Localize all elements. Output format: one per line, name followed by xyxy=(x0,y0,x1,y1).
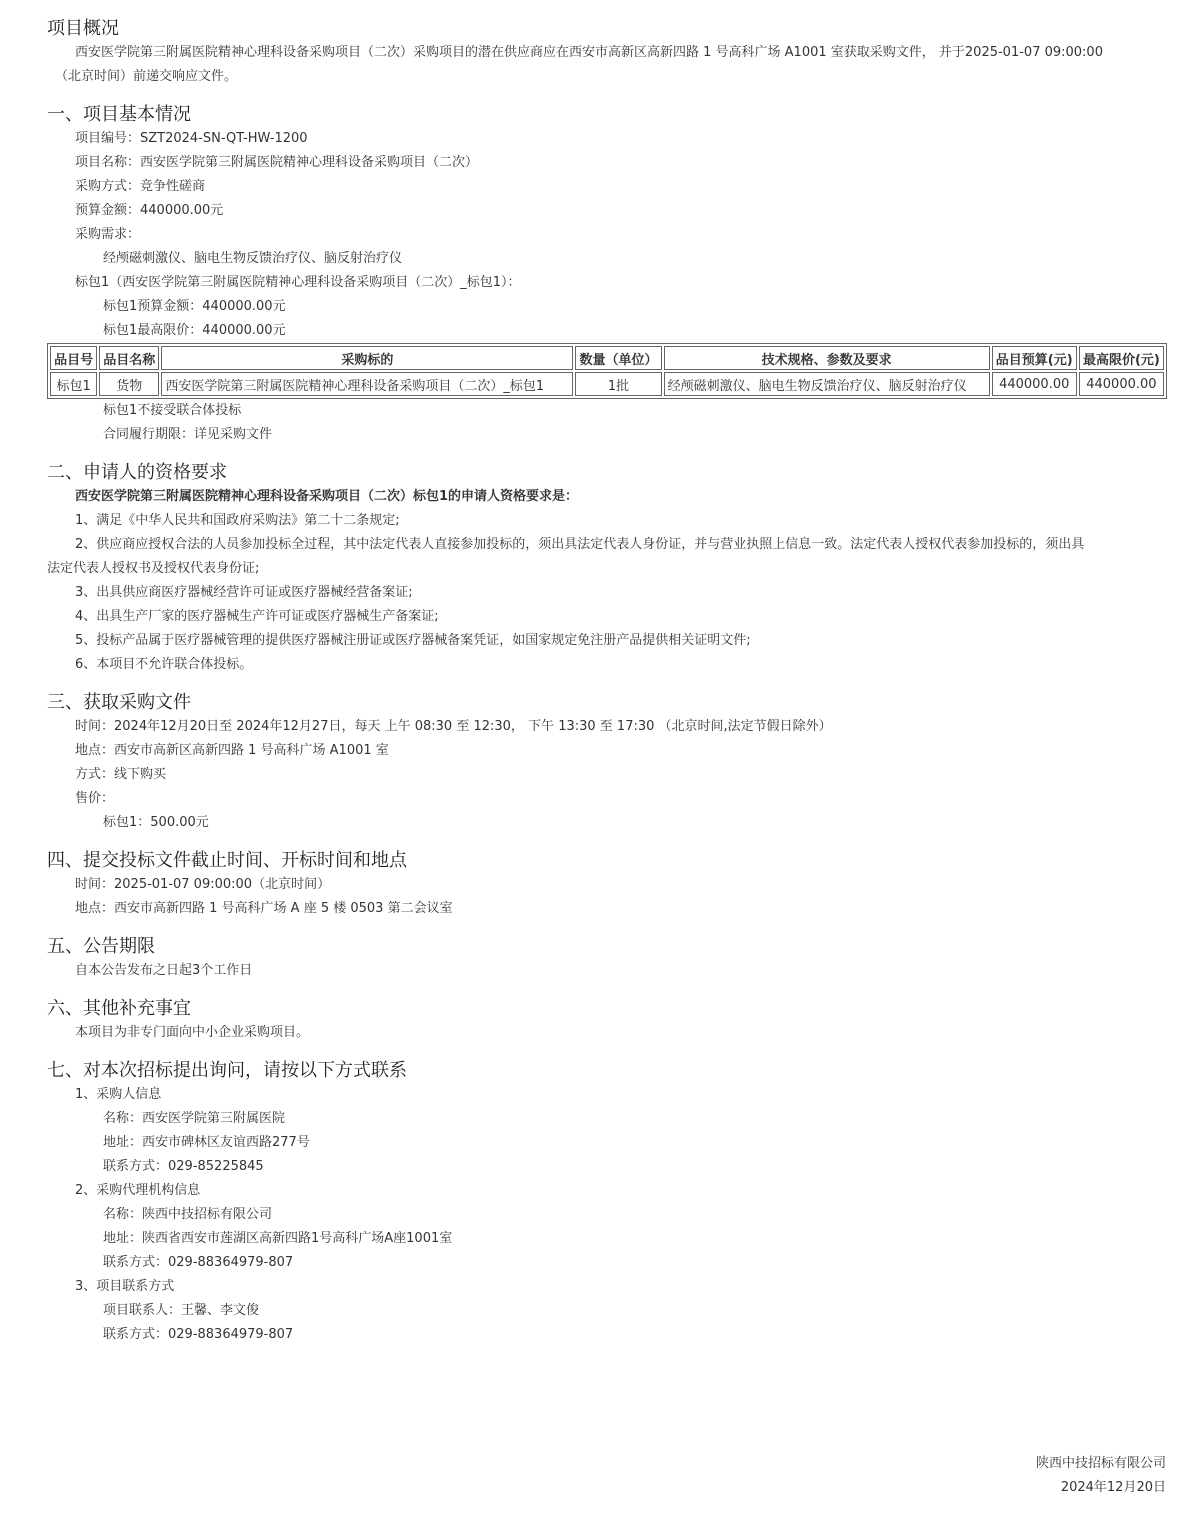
deadline-time: 时间：2025-01-07 09:00:00（北京时间） xyxy=(75,877,331,892)
procurement-method: 采购方式：竞争性磋商 xyxy=(75,179,206,194)
obtain-place: 地点：西安市高新区高新四路 1 号高科广场 A1001 室 xyxy=(75,743,389,758)
table-row xyxy=(50,372,1164,396)
section7-title: 七、对本次招标提出询问，请按以下方式联系 xyxy=(47,1060,407,1081)
cell-max-price: 440000.00 xyxy=(1079,372,1164,396)
qualification-lead: 西安医学院第三附属医院精神心理科设备采购项目（二次）标包1的申请人资格要求是： xyxy=(75,489,579,504)
agent-contact: 联系方式：029-88364979-807 xyxy=(103,1255,294,1270)
header-quantity: 数量（单位） xyxy=(575,346,661,370)
agent-name: 名称：陕西中技招标有限公司 xyxy=(103,1207,273,1222)
buyer-address: 地址：西安市碑林区友谊西路277号 xyxy=(103,1135,310,1150)
obtain-way: 方式：线下购买 xyxy=(75,767,167,782)
overview-title: 项目概况 xyxy=(47,18,119,39)
section3-title: 三、获取采购文件 xyxy=(47,692,191,713)
qualification-item-4: 4、出具生产厂家的医疗器械生产许可证或医疗器械生产备案证; xyxy=(75,609,439,624)
section4-title: 四、提交投标文件截止时间、开标时间和地点 xyxy=(47,850,407,871)
cell-quantity: 1批 xyxy=(575,372,661,396)
section1-title: 一、项目基本情况 xyxy=(47,104,191,125)
project-contact-person: 项目联系人：王馨、李文俊 xyxy=(103,1303,260,1318)
budget-amount: 预算金额：440000.00元 xyxy=(75,203,224,218)
section2-title: 二、申请人的资格要求 xyxy=(47,462,227,483)
buyer-contact: 联系方式：029-85225845 xyxy=(103,1159,264,1174)
cell-spec: 经颅磁刺激仪、脑电生物反馈治疗仪、脑反射治疗仪 xyxy=(664,372,990,396)
cell-item-name: 货物 xyxy=(99,372,159,396)
no-consortium-note: 标包1不接受联合体投标 xyxy=(103,403,242,418)
announcement xyxy=(47,0,1167,1347)
cell-item-budget: 440000.00 xyxy=(992,372,1077,396)
price-label: 售价： xyxy=(75,791,115,806)
lot-max-price: 标包1最高限价：440000.00元 xyxy=(103,323,286,338)
signature-date: 2024年12月20日 xyxy=(1060,1480,1166,1495)
qualification-item-2-cont: 法定代表人授权书及授权代表身份证; xyxy=(47,561,260,576)
header-max-price: 最高限价(元) xyxy=(1079,346,1164,370)
header-item-budget: 品目预算(元) xyxy=(992,346,1077,370)
cell-item-no: 标包1 xyxy=(50,372,97,396)
section6-title: 六、其他补充事宜 xyxy=(47,998,191,1019)
qualification-item-5: 5、投标产品属于医疗器械管理的提供医疗器械注册证或医疗器械备案凭证，如国家规定免注册产品提供相关证明文件; xyxy=(75,633,751,648)
header-spec: 技术规格、参数及要求 xyxy=(664,346,990,370)
cell-subject: 西安医学院第三附属医院精神心理科设备采购项目（二次）_标包1 xyxy=(161,372,573,396)
contract-period: 合同履行期限：详见采购文件 xyxy=(103,427,273,442)
items-table-header-row xyxy=(50,346,1164,370)
buyer-label: 1、采购人信息 xyxy=(75,1087,162,1102)
section5-title: 五、公告期限 xyxy=(47,936,155,957)
other-notes: 本项目为非专门面向中小企业采购项目。 xyxy=(75,1025,310,1040)
overview-text-line2: （北京时间）前递交响应文件。 xyxy=(55,69,238,84)
items-table xyxy=(47,343,1167,399)
notice-period: 自本公告发布之日起3个工作日 xyxy=(75,963,253,978)
buyer-name: 名称：西安医学院第三附属医院 xyxy=(103,1111,286,1126)
header-item-no: 品目号 xyxy=(50,346,97,370)
demand-label: 采购需求： xyxy=(75,227,141,242)
project-contact-phone: 联系方式：029-88364979-807 xyxy=(103,1327,294,1342)
obtain-time: 时间：2024年12月20日至 2024年12月27日，每天 上午 08:30 至 12:30， 下午 13:30 至 17:30 （北京时间,法定节假日除外） xyxy=(75,719,832,734)
project-contact-label: 3、项目联系方式 xyxy=(75,1279,175,1294)
qualification-item-2: 2、供应商应授权合法的人员参加投标全过程，其中法定代表人直接参加投标的，须出具法定代表人身份证，并与营业执照上信息一致。法定代表人授权代表参加投标的，须出具 xyxy=(75,537,1085,552)
header-item-name: 品目名称 xyxy=(99,346,159,370)
price-value: 标包1：500.00元 xyxy=(103,815,209,830)
demand-text: 经颅磁刺激仪、脑电生物反馈治疗仪、脑反射治疗仪 xyxy=(103,251,403,266)
opening-place: 地点：西安市高新四路 1 号高科广场 A 座 5 楼 0503 第二会议室 xyxy=(75,901,453,916)
agent-label: 2、采购代理机构信息 xyxy=(75,1183,201,1198)
qualification-item-6: 6、本项目不允许联合体投标。 xyxy=(75,657,253,672)
qualification-item-1: 1、满足《中华人民共和国政府采购法》第二十二条规定; xyxy=(75,513,400,528)
project-no: 项目编号：SZT2024-SN-QT-HW-1200 xyxy=(75,131,308,146)
project-name: 项目名称：西安医学院第三附属医院精神心理科设备采购项目（二次） xyxy=(75,155,479,170)
signature-company: 陕西中技招标有限公司 xyxy=(1035,1456,1166,1471)
lot-title: 标包1（西安医学院第三附属医院精神心理科设备采购项目（二次）_标包1）： xyxy=(75,275,521,290)
header-subject: 采购标的 xyxy=(161,346,573,370)
qualification-item-3: 3、出具供应商医疗器械经营许可证或医疗器械经营备案证; xyxy=(75,585,413,600)
overview-text-line1: 西安医学院第三附属医院精神心理科设备采购项目（二次）采购项目的潜在供应商应在西安市高新区高新四路 1 号高科广场 A1001 室获取采购文件， 并于2025-01-07 09:00:00 xyxy=(75,45,1103,60)
agent-address: 地址：陕西省西安市莲湖区高新四路1号高科广场A座1001室 xyxy=(103,1231,453,1246)
lot-budget: 标包1预算金额：440000.00元 xyxy=(103,299,286,314)
